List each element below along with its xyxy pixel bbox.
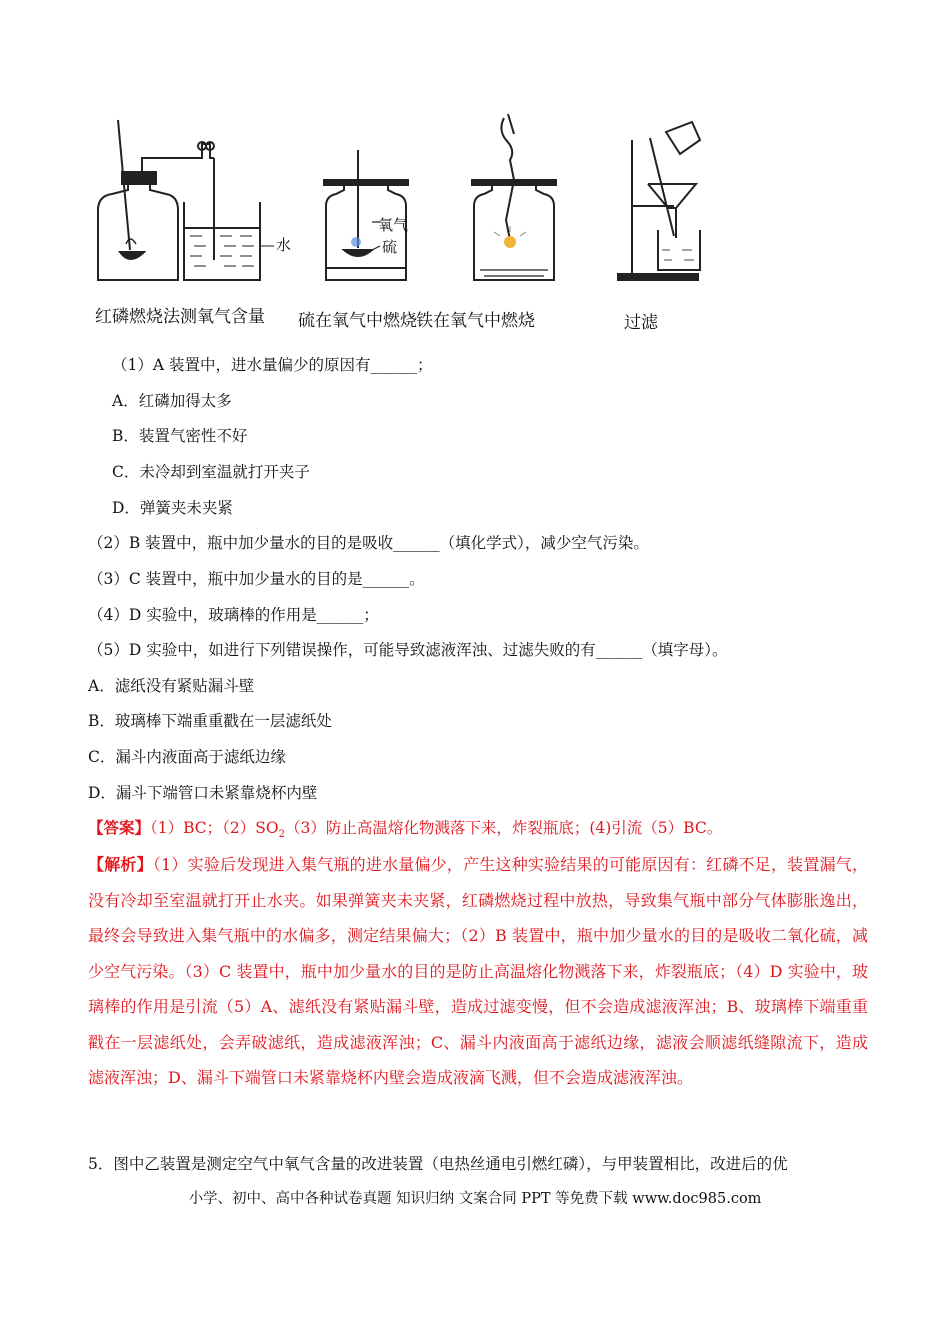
question-1: （1）A 装置中，进水量偏少的原因有______； <box>112 356 433 374</box>
analysis-paragraph <box>88 847 868 1096</box>
question-1-option-d: D．弹簧夹未夹紧 <box>112 499 233 517</box>
question-1-option-b: B．装置气密性不好 <box>112 427 248 445</box>
caption-iron: 铁在氧气中燃烧 <box>416 311 535 331</box>
sulfur-label: 硫 <box>382 238 398 256</box>
iron-apparatus-illustration <box>470 110 560 290</box>
question-1-option-c: C．未冷却到室温就打开夹子 <box>112 463 310 481</box>
caption-red-phosphorus: 红磷燃烧法测氧气含量 <box>95 307 265 327</box>
answer-part-2: （3）防止高温熔化物溅落下来，炸裂瓶底；(4)引流（5）BC。 <box>284 819 723 837</box>
figure-iron <box>470 110 560 290</box>
caption-sulfur: 硫在氧气中燃烧 <box>298 311 417 331</box>
figure-red-phosphorus <box>90 110 300 290</box>
question-5-option-c: C．漏斗内液面高于滤纸边缘 <box>88 748 286 766</box>
question-5-option-a: A．滤纸没有紧贴漏斗壁 <box>88 677 255 695</box>
answer-line <box>88 817 722 846</box>
filtration-apparatus-illustration <box>610 110 720 290</box>
question-5-option-d: D．漏斗下端管口未紧靠烧杯内壁 <box>88 784 318 802</box>
question-3: （3）C 装置中，瓶中加少量水的目的是______。 <box>88 570 425 588</box>
figure-sulfur <box>322 110 422 290</box>
question-5-next: 5．图中乙装置是测定空气中氧气含量的改进装置（电热丝通电引燃红磷），与甲装置相比，改进后的优 <box>88 1155 788 1173</box>
answer-part-1: （1）BC；（2）SO <box>150 819 279 837</box>
question-2: （2）B 装置中，瓶中加少量水的目的是吸收______（填化学式），减少空气污染。 <box>88 534 649 552</box>
sulfur-apparatus-illustration <box>322 110 422 290</box>
answer-tag: 【答案】 <box>88 818 151 837</box>
analysis-text: （1）实验后发现进入集气瓶的进水量偏少，产生这种实验结果的可能原因有：红磷不足，装置漏气，没有冷却至室温就打开止水夹。如果弹簧夹未夹紧，红磷燃烧过程中放热，导致集气瓶中部分气体膨胀逸出，最终会导致进入集气瓶中的水偏多，测定结果偏大；（2）B 装置中，瓶中加少量水的目的是吸收二氧化硫，减少空气污染。（3）C 装置中，瓶中加少量水的目的是防止高温熔化物溅落下来，炸裂瓶底；（4）D 实验中，玻璃棒的作用是引流（5）A、滤纸没有紧贴漏斗壁，造成过滤变慢，但不会造成滤液浑浊；B、玻璃棒下端重重戳在一层滤纸处，会弄破滤纸，造成滤液浑浊；C、漏斗内液面高于滤纸边缘，滤液会顺滤纸缝隙流下，造成滤液浑浊；D、漏斗下端管口未紧靠烧杯内壁会造成液滴飞溅，但不会造成滤液浑浊。 <box>88 855 868 1087</box>
caption-filtration: 过滤 <box>624 313 658 333</box>
analysis-tag: 【解析】 <box>88 855 153 874</box>
question-5: （5）D 实验中，如进行下列错误操作，可能导致滤液浑浊、过滤失败的有______（填字母）。 <box>88 641 728 659</box>
red-phosphorus-apparatus-illustration <box>90 110 300 290</box>
question-1-option-a: A．红磷加得太多 <box>112 392 232 410</box>
figure-filtration <box>610 110 720 290</box>
water-label: 水 <box>276 236 292 254</box>
page-footer: 小学、初中、高中各种试卷真题 知识归纳 文案合同 PPT 等免费下载 www.doc985.com <box>188 1191 762 1207</box>
answer-subscript: 2 <box>278 829 285 841</box>
experiment-figures <box>90 110 710 340</box>
question-4: （4）D 实验中，玻璃棒的作用是______； <box>88 606 379 624</box>
oxygen-label: 氧气 <box>378 216 409 234</box>
question-5-option-b: B．玻璃棒下端重重戳在一层滤纸处 <box>88 712 332 730</box>
